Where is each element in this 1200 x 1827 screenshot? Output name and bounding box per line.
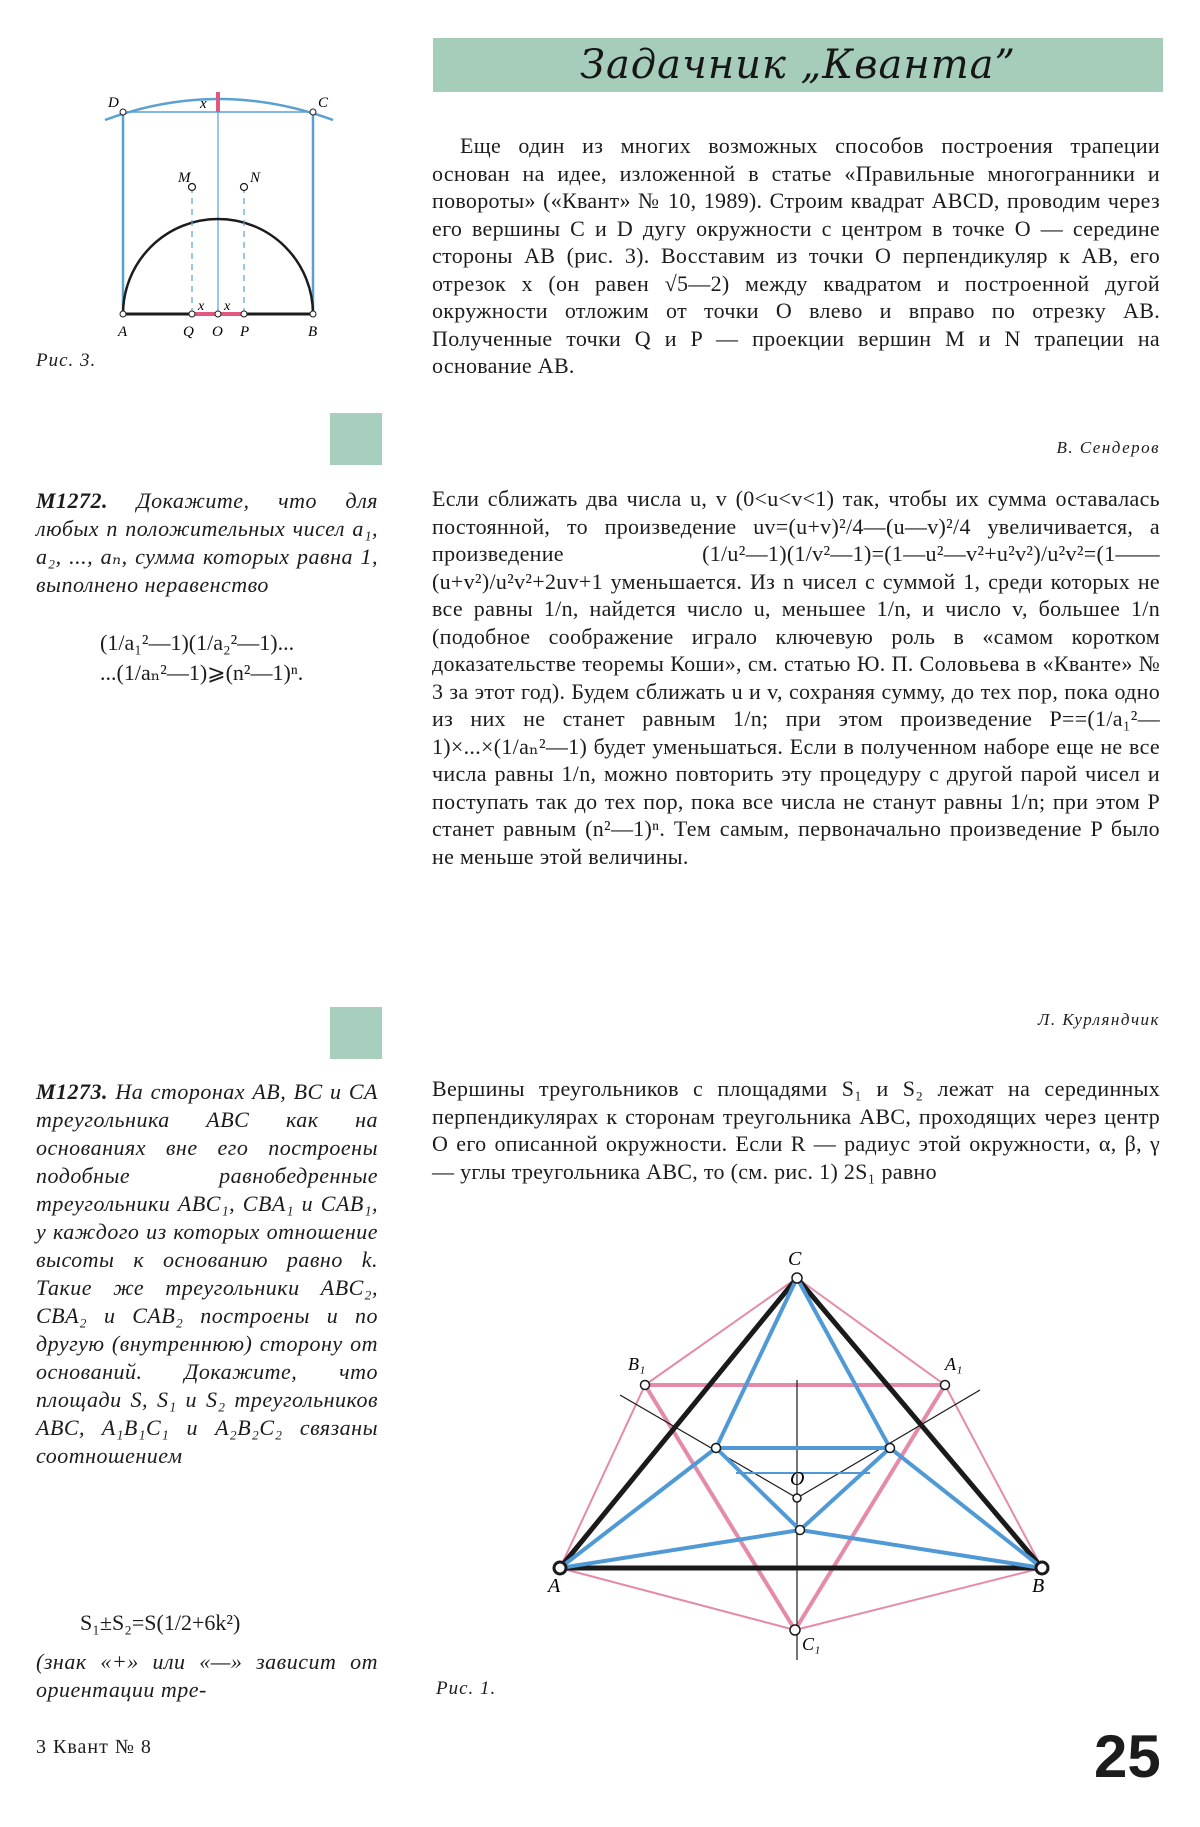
problem-1272-text: Докажите, что для любых n положительных чисел a₁, a₂, ..., aₙ, сумма которых равна 1, выполнено неравенство [36,488,379,597]
section-marker-2 [330,1007,382,1059]
problem-1273-statement [36,1078,378,1470]
blue-line-c-a2 [797,1278,890,1448]
label-fig1-c1: C₁ [802,1634,821,1654]
point-fig1-b2 [712,1444,721,1453]
section-marker-1 [330,413,382,465]
point-fig1-c1 [790,1625,800,1635]
blue-line-b2-c2 [716,1448,800,1530]
point-p [241,311,247,317]
label-fig1-a1: A₁ [945,1354,963,1374]
pink-thick-a1-c1 [795,1385,945,1630]
label-fig1-o: O [790,1468,805,1490]
page-number: 25 [1094,1723,1161,1790]
label-q: Q [183,324,194,340]
signature-kurlyandchik: Л. Курляндчик [1037,1010,1160,1029]
formula-line-2: ...(1/aₙ²—1)⩾(n²—1)ⁿ. [100,660,304,685]
point-a [120,311,126,317]
problem-1272-formula [100,628,380,688]
problem-1273-number: М1273. [36,1079,109,1104]
triangle-side-ac [560,1278,797,1568]
formula-line-1: (1/a₁²—1)(1/a₂²—1)... [100,630,295,655]
problem-1272-statement [36,487,378,599]
figure-3 [100,82,370,347]
triangle-side-bc [797,1278,1042,1568]
point-q [189,311,195,317]
problem-1272-solution [432,485,1160,870]
label-d: D [108,95,119,111]
label-fig1-b: B [1032,1575,1045,1597]
problem-1273-solution [432,1075,1160,1185]
blue-line-a-b2 [560,1448,716,1568]
section-1-paragraph: Еще один из многих возможных способов построения трапеции основан на идее, изложенной в статье «Правильные многогранники и повороты» («Квант» № 10, 1989). Строим квадрат ABCD, проводим через его вершины C и D дугу окружности с центром в точке O — середине стороны AB (рис. 3). Восставим из точки O перпендикуляр к AB, его отрезок x (он равен √5—2) между квадратом и построенной дугой окружности отложим от точки O влево и вправо по отрезку AB. Полученные точки Q и P — проекции вершин M и N трапеции на основание AB. [432,133,1160,378]
blue-line-b-a2 [890,1448,1042,1568]
point-fig1-a1 [941,1381,950,1390]
point-fig1-a2 [886,1444,895,1453]
label-n-visible: N [250,170,261,186]
label-x-left: x [198,299,205,314]
pink-line-a1-b [945,1385,1042,1568]
pink-line-a-c1 [560,1568,795,1630]
point-fig1-b1 [641,1381,650,1390]
blue-line-a-c2 [560,1530,800,1568]
label-m: M [178,170,191,186]
label-x-right: x [224,299,231,314]
figure-3-caption: Рис. 3. [36,350,97,371]
figure-1 [520,1230,1080,1660]
label-fig1-a: A [548,1575,561,1597]
label-fig1-b1: B₁ [628,1354,646,1374]
pink-thick-b1-c1 [645,1385,795,1630]
problem-1273-formula: S₁±S₂=S(1/2+6k²) [80,1610,241,1635]
banner-title: Задачник „Кванта” [580,42,1016,88]
point-b [310,311,316,317]
point-fig1-c [792,1273,802,1283]
section-banner [433,38,1163,92]
label-a: A [118,324,128,340]
solution-1272-paragraph: Если сближать два числа u, v (0<u<v<1) так, чтобы их сумма оставалась постоянной, то произведение uv=(u+v)²/4—(u—v)²/4 увеличивается, а произведение (1/u²—1)(1/v²—1)=(1—u²—v²+u²v²)/u²v²=(1——(u+v²)/u²v²+2uv+1 уменьшается. Из n чисел с суммой 1, среди которых не все равны 1/n, найдется число u, меньшее 1/n, и число v, большее 1/n (подобное соображение играло ключевую роль в «самом коротком доказательстве теоремы Коши», см. статью Ю. П. Соловьева в «Кванте» № 3 за этот год). Будем сближать u и v, сохраняя сумму, до тех пор, пока одно из них не станет равным 1/n; при этом произведение P==(1/a₁²—1)×...×(1/aₙ²—1) будет уменьшаться. Если в полученном наборе еще не все числа равны 1/n, можно повторить эту процедуру с другой парой чисел и поступать так до тех пор, пока все числа не станут равны 1/n; при этом P станет равным (n²—1)ⁿ. Тем самым, первоначально произведение P было не меньше этой величины. [432,486,1160,869]
blue-line-a2-c2 [800,1448,890,1530]
label-o: O [212,324,223,340]
point-fig1-c2 [796,1526,805,1535]
figure-1-caption: Рис. 1. [436,1678,497,1699]
point-fig1-o [793,1494,801,1502]
label-c: C [318,95,329,111]
label-x-top: x [200,96,207,112]
section-1-text [432,132,1160,380]
pink-line-c1-b [795,1568,1045,1630]
problem-1273-text: На сторонах AB, BC и CA треугольника ABC как на основаниях вне его построены подобные равнобедренные треугольники ABC₁, CBA₁ и CAB₁, у каждого из которых отношение высоты к основанию равно k. Такие же треугольники ABC₂, CBA₂ и CAB₂ построены и по другую (внутреннюю) сторону от оснований. Докажите, что площади S, S₁ и S₂ треугольников ABC, A₁B₁C₁ и A₂B₂C₂ связаны соотношением [36,1079,378,1468]
point-n [241,184,248,191]
signature-senderov: В. Сендеров [1056,438,1160,457]
label-p: P [240,324,250,340]
point-fig1-a [554,1562,566,1574]
point-c [310,109,316,115]
footer-issue: 3 Квант № 8 [36,1736,152,1758]
label-b: B [308,324,318,340]
point-o [215,311,221,317]
point-fig1-b [1036,1562,1048,1574]
solution-1273-paragraph: Вершины треугольников с площадями S₁ и S₂ лежат на серединных перпендикулярах к сторонам треугольника ABC, проходящих через центр O его описанной окружности. Если R — радиус этой окружности, α, β, γ — углы треугольника ABC, то (см. рис. 1) 2S₁ равно [432,1076,1160,1184]
label-fig1-c: C [788,1248,802,1270]
problem-1272-number: М1272. [36,488,109,513]
problem-1273-note: (знак «+» или «—» зависит от ориентации тре- [36,1649,378,1702]
point-d [120,109,126,115]
